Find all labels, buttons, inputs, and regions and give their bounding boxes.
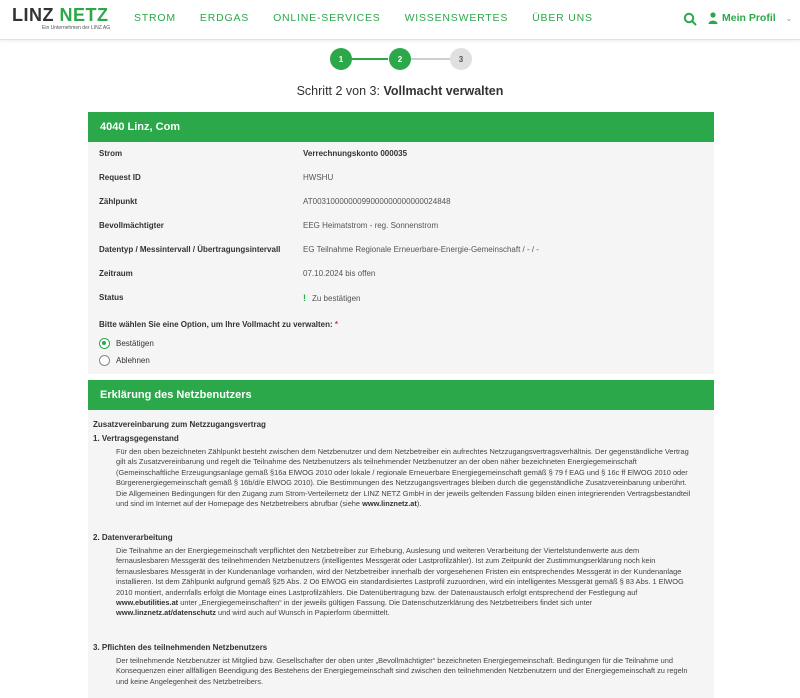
detail-row-bevollmaechtigter <box>99 214 699 238</box>
profile-label: Mein Profil <box>722 12 776 24</box>
section-text-2-mid: unter „Energiegemeinschaften“ in der jeweils gültigen Fassung. Die Datenschutzerklärung des Netzbetreibers findet sich unter <box>178 598 593 608</box>
detail-row-status <box>99 286 699 310</box>
declaration-body <box>88 410 714 698</box>
detail-value: EEG Heimatstrom - reg. Sonnenstrom <box>303 221 439 230</box>
detail-row-zeitraum <box>99 262 699 286</box>
link-datenschutz[interactable]: www.linznetz.at/datenschutz <box>116 608 216 618</box>
chevron-down-icon: ⌄ <box>785 13 793 23</box>
radio-option-ablehnen[interactable] <box>99 355 150 366</box>
detail-label: Datentyp / Messintervall / Übertragungsintervall <box>99 245 281 254</box>
detail-row-request-id <box>99 166 699 190</box>
link-linznetz[interactable]: www.linznetz.at <box>362 499 417 509</box>
detail-label: Strom <box>99 149 123 158</box>
page-title <box>0 84 800 98</box>
nav-item-wissenswertes[interactable]: WISSENSWERTES <box>404 12 509 24</box>
status-value <box>303 286 360 311</box>
nav-item-erdgas[interactable]: ERDGAS <box>199 12 250 24</box>
detail-row-strom <box>99 142 699 166</box>
section-heading-3: 3. Pflichten des teilnehmenden Netzbenutzers <box>93 643 268 652</box>
page-title-prefix: Schritt 2 von 3: <box>296 84 384 98</box>
status-text: Zu bestätigen <box>312 294 361 303</box>
detail-value: AT0031000000099000000000000024848 <box>303 197 451 206</box>
detail-label: Request ID <box>99 173 141 182</box>
declaration-header: Erklärung des Netzbenutzers <box>88 380 714 410</box>
radio-button-selected[interactable] <box>99 338 110 349</box>
address-card-body <box>88 142 714 374</box>
detail-value: HWSHU <box>303 173 334 182</box>
section-text-1-body: Für den oben bezeichneten Zählpunkt besteht zwischen dem Netzbenutzer und dem Netzbetreiber ein aufrechtes Netzzugangsvertragsverhältnis. Der gegenständliche Vertrag gilt als Zusatzvereinbarung und regelt die Teilnahme des Netzbenutzers als teilnehmender Netzbenutzer an der oben näher bezeichneten Energiegemeinschaft (Gemeinschaftliche Erzeugungsanlage gemäß §16a ElWOG 2010 oder lokale / regionale Erneuerbare Energiegemeinschaft gemäß § 79 f EAG und § 16c ff ElWOG 2010 oder Bürgerenergiegemeinschaft gemäß § 16b/d/e ElWOG 2010). Die Bestimmungen des Netzzugangsvertrages bleiben durch die gegenständliche Zusatzvereinbarung unberührt. Die Allgemeinen Bedingungen für den Zugang zum Strom-Verteilernetz der LINZ NETZ GmbH in der jeweils geltenden Fassung bilden einen integrierenden Vertragsbestandteil und sind im Internet auf der Homepage des Netzbetreibers abrufbar (siehe <box>116 447 691 509</box>
detail-label: Status <box>99 293 124 302</box>
stepper-line-2 <box>411 58 450 60</box>
section-heading-1: 1. Vertragsgegenstand <box>93 434 179 443</box>
detail-value: EG Teilnahme Regionale Erneuerbare-Energie-Gemeinschaft / - / - <box>303 245 539 254</box>
stepper-line-1 <box>352 58 388 60</box>
site-header <box>0 0 800 40</box>
option-prompt <box>99 320 338 329</box>
logo-accent: NETZ <box>59 5 109 25</box>
detail-value: 07.10.2024 bis offen <box>303 269 376 278</box>
address-card-header: 4040 Linz, Com <box>88 112 714 142</box>
linz-netz-logo[interactable] <box>12 5 110 32</box>
section-text-3: Der teilnehmende Netzbenutzer ist Mitglied bzw. Gesellschafter der oben unter „Bevollmächtigter“ bezeichneten Energiegemeinschaft. Bedingungen für die Teilnahme und Konsequenzen einer allfälligen Beendigung des Bestehens der Energiegemeinschaft sind zwischen den teilnehmenden Netzbenutzern und der Energiegemeinschaft zu regeln und keine Angelegenheit des Netzbetreibers. <box>116 656 688 686</box>
profile-menu[interactable] <box>708 12 792 24</box>
radio-option-bestaetigen[interactable] <box>99 338 154 349</box>
radio-button[interactable] <box>99 355 110 366</box>
detail-label: Zählpunkt <box>99 197 138 206</box>
nav-item-strom[interactable]: STROM <box>134 12 176 24</box>
declaration-subtitle: Zusatzvereinbarung zum Netzzugangsvertrag <box>93 420 266 429</box>
main-nav <box>134 12 617 24</box>
detail-label: Zeitraum <box>99 269 133 278</box>
section-text-2-end: und wird auch auf Wunsch in Papierform übermittelt. <box>215 608 390 618</box>
stepper-step-3: 3 <box>450 48 472 70</box>
required-mark: * <box>334 320 339 329</box>
search-icon[interactable] <box>683 12 697 26</box>
page-title-bold: Vollmacht verwalten <box>383 84 504 98</box>
section-text-1-end: ). <box>416 499 422 509</box>
user-icon <box>708 12 718 24</box>
detail-row-datentyp <box>99 238 699 262</box>
detail-value: Verrechnungskonto 000035 <box>303 149 408 158</box>
exclamation-icon: ! <box>303 293 306 303</box>
logo-subtitle: Ein Unternehmen der LINZ AG <box>42 25 111 31</box>
stepper-step-1: 1 <box>330 48 352 70</box>
detail-row-zaehlpunkt <box>99 190 699 214</box>
radio-label: Bestätigen <box>116 339 154 348</box>
nav-item-online-services[interactable]: ONLINE-SERVICES <box>273 12 381 24</box>
option-prompt-text: Bitte wählen Sie eine Option, um Ihre Vollmacht zu verwalten: <box>99 320 333 329</box>
section-text-2 <box>116 546 694 619</box>
radio-label: Ablehnen <box>116 356 150 365</box>
section-text-1 <box>116 447 694 509</box>
logo-main: LINZ <box>12 5 60 25</box>
section-heading-2: 2. Datenverarbeitung <box>93 533 173 542</box>
link-ebutilities[interactable]: www.ebutilities.at <box>116 598 179 608</box>
stepper-step-2: 2 <box>389 48 411 70</box>
detail-label: Bevollmächtigter <box>99 221 164 230</box>
section-text-2-body: Die Teilnahme an der Energiegemeinschaft verpflichtet den Netzbetreiber zur Erhebung, Auslesung und weiteren Verarbeitung der Viertelstundenwerte aus dem fernauslesbaren Messgerät des teilnehmenden Netzbenutzers (intelligentes Messgerät oder Lastprofilzähler). Ist zum Zeitpunkt der Zustimmungserklärung noch kein fernauslesbares Messgerät in der Kundenanlage vorhanden, wird der Netzbetreiber innerhalb der vorgesehenen Fristen ein entsprechendes Messgerät in der Kundenanlage installieren. Ist dem Zählpunkt aufgrund gemäß §25 Abs. 2 Oö ElWOG ein standardisiertes Lastprofil zuzuordnen, wird ein intelligentes Messgerät gemäß § 83 Abs. 1 ElWOG 2010 montiert, andernfalls erfolgt die Montage eines Lastprofilzählers. Die Datenübertragung bzw. der Datenaustausch erfolgt entsprechend der Festlegung auf <box>116 546 684 597</box>
nav-item-ueber-uns[interactable]: ÜBER UNS <box>532 12 593 24</box>
